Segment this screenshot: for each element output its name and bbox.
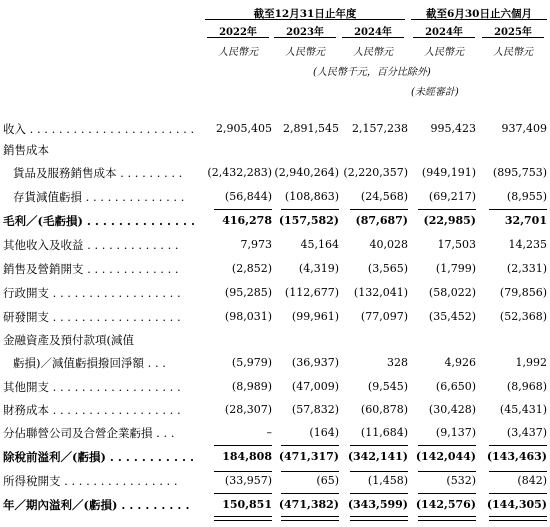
row-value: (30,428) (428, 403, 476, 416)
year-header: 2024年 (425, 27, 463, 38)
subtotal-underline (281, 493, 339, 494)
row-value: (6,650) (435, 380, 476, 393)
row-label: 收入 . . . . . . . . . . . . . . . . . . . . . . . (3, 122, 195, 136)
row-value: (949,191) (421, 166, 476, 179)
row-value: (2,432,283) (207, 166, 272, 179)
row-value: (471,317) (278, 450, 339, 463)
row-value: (842) (517, 474, 547, 487)
row-label: 其他收入及收益 . . . . . . . . . . . . . (3, 238, 179, 252)
row-value: (2,220,357) (343, 166, 408, 179)
row-label: 虧損)／減值虧損撥回淨額 . . . (13, 356, 166, 370)
subtotal-underline (281, 445, 339, 446)
row-value: (157,582) (278, 214, 339, 227)
row-value: (1,458) (367, 474, 408, 487)
row-value: (112,677) (284, 286, 339, 299)
total-double-underline (281, 516, 339, 521)
subtotal-underline (281, 471, 339, 472)
subtotal-underline (350, 445, 408, 446)
table-row (0, 493, 550, 517)
row-value: 14,235 (508, 238, 547, 251)
row-value: 40,028 (369, 238, 408, 251)
row-label: 年／期內溢利／(虧損) . . . . . . . . . (3, 498, 190, 512)
row-value: (3,565) (367, 262, 408, 275)
group-underline-six-months (411, 19, 547, 20)
row-value: (24,568) (360, 190, 408, 203)
row-value: (35,452) (428, 310, 476, 323)
row-value: (69,217) (428, 190, 476, 203)
year-header: 2023年 (286, 27, 324, 38)
table-row (0, 469, 550, 493)
subtotal-underline (214, 209, 272, 210)
row-value: (144,305) (486, 498, 547, 511)
row-value: (58,022) (428, 286, 476, 299)
row-value: (3,437) (506, 426, 547, 439)
row-value: 45,164 (300, 238, 339, 251)
row-value: 416,278 (222, 214, 272, 227)
subtotal-underline (281, 209, 339, 210)
row-label: 研發開支 . . . . . . . . . . . . . . . . . . (3, 310, 181, 324)
table-row (0, 185, 550, 209)
row-value: 995,423 (430, 122, 476, 135)
row-value: 328 (387, 356, 408, 369)
row-label: 存貨減值虧損 . . . . . . . . . . . . . . (13, 190, 185, 204)
subtotal-underline (418, 493, 476, 494)
year-underline (482, 37, 544, 38)
row-value: (99,961) (291, 310, 339, 323)
total-double-underline (489, 516, 547, 521)
table-row (0, 421, 550, 445)
row-label: 財務成本 . . . . . . . . . . . . . . . . . . (3, 403, 181, 417)
row-value: 2,905,405 (216, 122, 272, 135)
group-header-six-months: 截至6月30日止六個月 (426, 8, 532, 20)
row-value: (45,431) (499, 403, 547, 416)
row-value: (2,852) (231, 262, 272, 275)
table-row (0, 138, 550, 162)
row-value: (95,285) (224, 286, 272, 299)
row-value: 7,973 (240, 238, 272, 251)
currency-label: 人民幣元 (218, 47, 258, 58)
row-value: (143,463) (486, 450, 547, 463)
row-value: (164) (309, 426, 339, 439)
table-row (0, 161, 550, 185)
subtotal-underline (489, 471, 547, 472)
table-row (0, 209, 550, 233)
row-value: (132,041) (353, 286, 408, 299)
row-value: – (266, 426, 272, 439)
subtotal-underline (350, 471, 408, 472)
row-value: 17,503 (437, 238, 476, 251)
row-value: (2,331) (506, 262, 547, 275)
row-label: 其他開支 . . . . . . . . . . . . . . . . . . (3, 380, 181, 394)
row-value: (9,545) (367, 380, 408, 393)
table-row (0, 445, 550, 469)
year-header: 2024年 (354, 27, 392, 38)
table-row (0, 328, 550, 352)
row-value: 1,992 (515, 356, 547, 369)
row-value: (8,989) (231, 380, 272, 393)
table-row (0, 305, 550, 329)
subtotal-underline (489, 209, 547, 210)
row-value: (79,856) (499, 286, 547, 299)
year-underline (274, 37, 336, 38)
row-value: (8,968) (506, 380, 547, 393)
row-label: 除稅前溢利／(虧損) . . . . . . . . . . . (3, 450, 194, 464)
row-value: (108,863) (284, 190, 339, 203)
currency-label: 人民幣元 (493, 47, 533, 58)
row-value: 2,157,238 (352, 122, 408, 135)
year-header: 2025年 (494, 27, 532, 38)
row-value: 4,926 (444, 356, 476, 369)
subtotal-underline (214, 445, 272, 446)
subtotal-underline (418, 445, 476, 446)
subtotal-underline (350, 493, 408, 494)
subtotal-underline (350, 209, 408, 210)
row-value: (343,599) (347, 498, 408, 511)
row-value: (471,382) (278, 498, 339, 511)
year-underline (342, 37, 404, 38)
row-value: (5,979) (231, 356, 272, 369)
row-value: (9,137) (435, 426, 476, 439)
table-row (0, 233, 550, 257)
total-double-underline (418, 516, 476, 521)
audit-note: (未經審計) (411, 87, 459, 98)
row-value: (87,687) (355, 214, 408, 227)
subtotal-underline (489, 493, 547, 494)
year-underline (413, 37, 475, 38)
table-row (0, 351, 550, 375)
year-underline (207, 37, 269, 38)
currency-label: 人民幣元 (285, 47, 325, 58)
row-value: 32,701 (504, 214, 547, 227)
row-value: (33,957) (224, 474, 272, 487)
row-value: (36,937) (291, 356, 339, 369)
group-underline-full-year (205, 19, 405, 20)
row-value: (28,307) (224, 403, 272, 416)
subtotal-underline (214, 471, 272, 472)
row-value: (8,955) (506, 190, 547, 203)
row-value: (56,844) (224, 190, 272, 203)
row-value: (142,044) (415, 450, 476, 463)
row-value: (57,832) (291, 403, 339, 416)
row-label: 銷售成本 (3, 143, 49, 157)
row-value: (52,368) (499, 310, 547, 323)
total-double-underline (350, 516, 408, 521)
subtotal-underline (489, 445, 547, 446)
row-value: (22,985) (423, 214, 476, 227)
row-label: 銷售及營銷開支 . . . . . . . . . . . . . (3, 262, 179, 276)
total-double-underline (214, 516, 272, 521)
year-header: 2022年 (219, 27, 257, 38)
unit-note: (人民幣千元，百分比除外) (313, 67, 431, 78)
row-value: 184,808 (222, 450, 272, 463)
row-value: (1,799) (435, 262, 476, 275)
row-value: (60,878) (360, 403, 408, 416)
row-label: 分佔聯營公司及合營企業虧損 . . . (3, 426, 175, 440)
row-value: (532) (446, 474, 476, 487)
currency-label: 人民幣元 (353, 47, 393, 58)
table-row (0, 281, 550, 305)
row-value: (342,141) (347, 450, 408, 463)
row-value: (895,753) (492, 166, 547, 179)
row-value: 937,409 (501, 122, 547, 135)
row-value: (77,097) (360, 310, 408, 323)
row-value: 2,891,545 (283, 122, 339, 135)
table-row (0, 398, 550, 422)
subtotal-underline (418, 471, 476, 472)
subtotal-underline (214, 493, 272, 494)
row-value: (4,319) (298, 262, 339, 275)
table-row (0, 375, 550, 399)
row-value: (142,576) (415, 498, 476, 511)
row-value: (98,031) (224, 310, 272, 323)
subtotal-underline (418, 209, 476, 210)
row-label: 行政開支 . . . . . . . . . . . . . . . . . . (3, 286, 181, 300)
row-label: 貨品及服務銷售成本 . . . . . . . . . (13, 166, 183, 180)
row-label: 毛利／(毛虧損) . . . . . . . . . . . . . . (3, 214, 195, 228)
group-header-full-year: 截至12月31日止年度 (253, 8, 357, 20)
row-value: (47,009) (291, 380, 339, 393)
row-value: (65) (316, 474, 339, 487)
currency-label: 人民幣元 (424, 47, 464, 58)
row-label: 所得稅開支 . . . . . . . . . . . . . . . . (3, 474, 178, 488)
row-value: 150,851 (222, 498, 272, 511)
row-value: (2,940,264) (274, 166, 339, 179)
row-label: 金融資產及預付款項(減值 (3, 333, 134, 347)
table-row (0, 257, 550, 281)
row-value: (11,684) (360, 426, 408, 439)
